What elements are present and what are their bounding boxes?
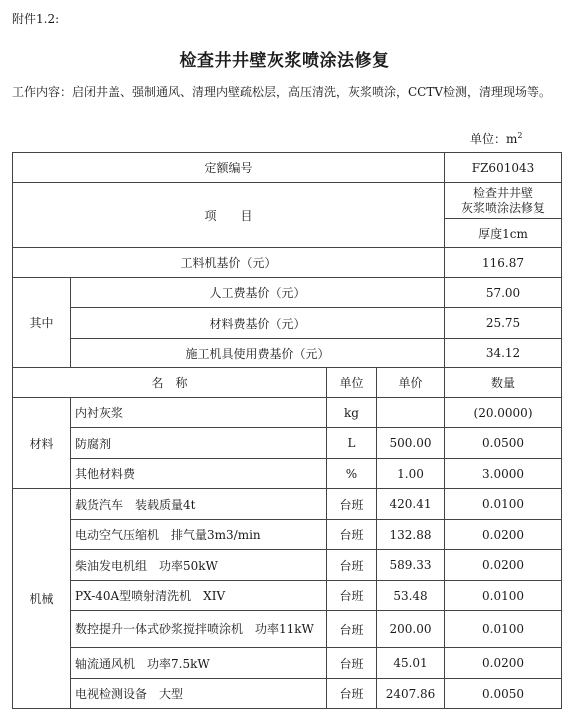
machine-unit: 台班 [327, 611, 377, 648]
work-content: 工作内容：启闭井盖、强制通风、清理内壁疏松层，高压清洗，灰浆喷涂，CCTV检测，清理现场等。 [12, 85, 552, 99]
attachment-label: 附件1.2: [12, 12, 60, 26]
material-fee-value: 25.75 [445, 308, 562, 339]
machine-unit: 台班 [327, 581, 377, 611]
unit-text: 单位：m [470, 132, 518, 146]
machine-name: 载货汽车 装载质量4t [71, 489, 327, 520]
column-header-row [13, 368, 562, 398]
material-name: 其他材料费 [71, 459, 327, 489]
machine-fee-label: 施工机具使用费基价（元） [71, 339, 445, 368]
machine-name: PX-40A型喷射清洗机 XIV [71, 581, 327, 611]
item-label: 项 目 [13, 183, 445, 248]
page-title: 检查井井壁灰浆喷涂法修复 [179, 51, 390, 71]
of-which-label: 其中 [13, 278, 71, 368]
machine-unit: 台班 [327, 489, 377, 520]
machine-name: 轴流通风机 功率7.5kW [71, 648, 327, 679]
table-row [13, 398, 562, 428]
material-fee-row [13, 308, 562, 339]
machine-fee-value: 34.12 [445, 339, 562, 368]
unit-label [470, 130, 522, 147]
machine-name: 电动空气压缩机 排气量3m3/min [71, 520, 327, 550]
machine-price: 53.48 [377, 581, 445, 611]
machine-qty: 0.0200 [445, 520, 562, 550]
machinery-group-label: 机械 [13, 489, 71, 709]
item-name-line1: 检查井井壁 [473, 185, 534, 200]
item-name [445, 183, 562, 219]
thickness-value: 厚度1cm [445, 219, 562, 248]
material-qty: 3.0000 [445, 459, 562, 489]
base-price-label: 工料机基价（元） [13, 248, 445, 278]
item-name-line2: 灰浆喷涂法修复 [461, 200, 546, 215]
machine-price: 420.41 [377, 489, 445, 520]
machine-unit: 台班 [327, 648, 377, 679]
machine-unit: 台班 [327, 520, 377, 550]
machine-qty: 0.0100 [445, 611, 562, 648]
machine-unit: 台班 [327, 679, 377, 709]
quota-table [12, 152, 562, 709]
machine-price: 45.01 [377, 648, 445, 679]
column-header-unit: 单位 [327, 368, 377, 398]
material-unit: % [327, 459, 377, 489]
column-header-name: 名 称 [13, 368, 327, 398]
labor-row [13, 278, 562, 308]
machine-price: 132.88 [377, 520, 445, 550]
quota-number-value: FZ601043 [445, 153, 562, 183]
machine-qty: 0.0200 [445, 648, 562, 679]
machine-price: 589.33 [377, 550, 445, 581]
material-name: 防腐剂 [71, 428, 327, 459]
machine-qty: 0.0100 [445, 581, 562, 611]
table-row [13, 520, 562, 550]
material-price: 1.00 [377, 459, 445, 489]
material-fee-label: 材料费基价（元） [71, 308, 445, 339]
material-price: 500.00 [377, 428, 445, 459]
table-row [13, 428, 562, 459]
unit-superscript: 2 [517, 131, 523, 140]
material-unit: L [327, 428, 377, 459]
material-qty: 0.0500 [445, 428, 562, 459]
table-row [13, 648, 562, 679]
machine-price: 2407.86 [377, 679, 445, 709]
machine-qty: 0.0100 [445, 489, 562, 520]
machine-qty: 0.0050 [445, 679, 562, 709]
machine-unit: 台班 [327, 550, 377, 581]
column-header-price: 单价 [377, 368, 445, 398]
base-price-row [13, 248, 562, 278]
machine-name: 数控提升一体式砂浆搅拌喷涂机 功率11kW [71, 611, 327, 648]
material-unit: kg [327, 398, 377, 428]
labor-value: 57.00 [445, 278, 562, 308]
table-row [13, 550, 562, 581]
table-row [13, 459, 562, 489]
machine-fee-row [13, 339, 562, 368]
machine-name: 柴油发电机组 功率50kW [71, 550, 327, 581]
table-row [13, 489, 562, 520]
quota-number-row [13, 153, 562, 183]
table-row [13, 679, 562, 709]
column-header-qty: 数量 [445, 368, 562, 398]
materials-group-label: 材料 [13, 398, 71, 489]
table-row [13, 611, 562, 648]
base-price-value: 116.87 [445, 248, 562, 278]
material-name: 内衬灰浆 [71, 398, 327, 428]
machine-name: 电视检测设备 大型 [71, 679, 327, 709]
item-row [13, 183, 562, 219]
material-price [377, 398, 445, 428]
material-qty: (20.0000) [445, 398, 562, 428]
machine-price: 200.00 [377, 611, 445, 648]
quota-number-label: 定额编号 [13, 153, 445, 183]
machine-qty: 0.0200 [445, 550, 562, 581]
labor-label: 人工费基价（元） [71, 278, 445, 308]
table-row [13, 581, 562, 611]
